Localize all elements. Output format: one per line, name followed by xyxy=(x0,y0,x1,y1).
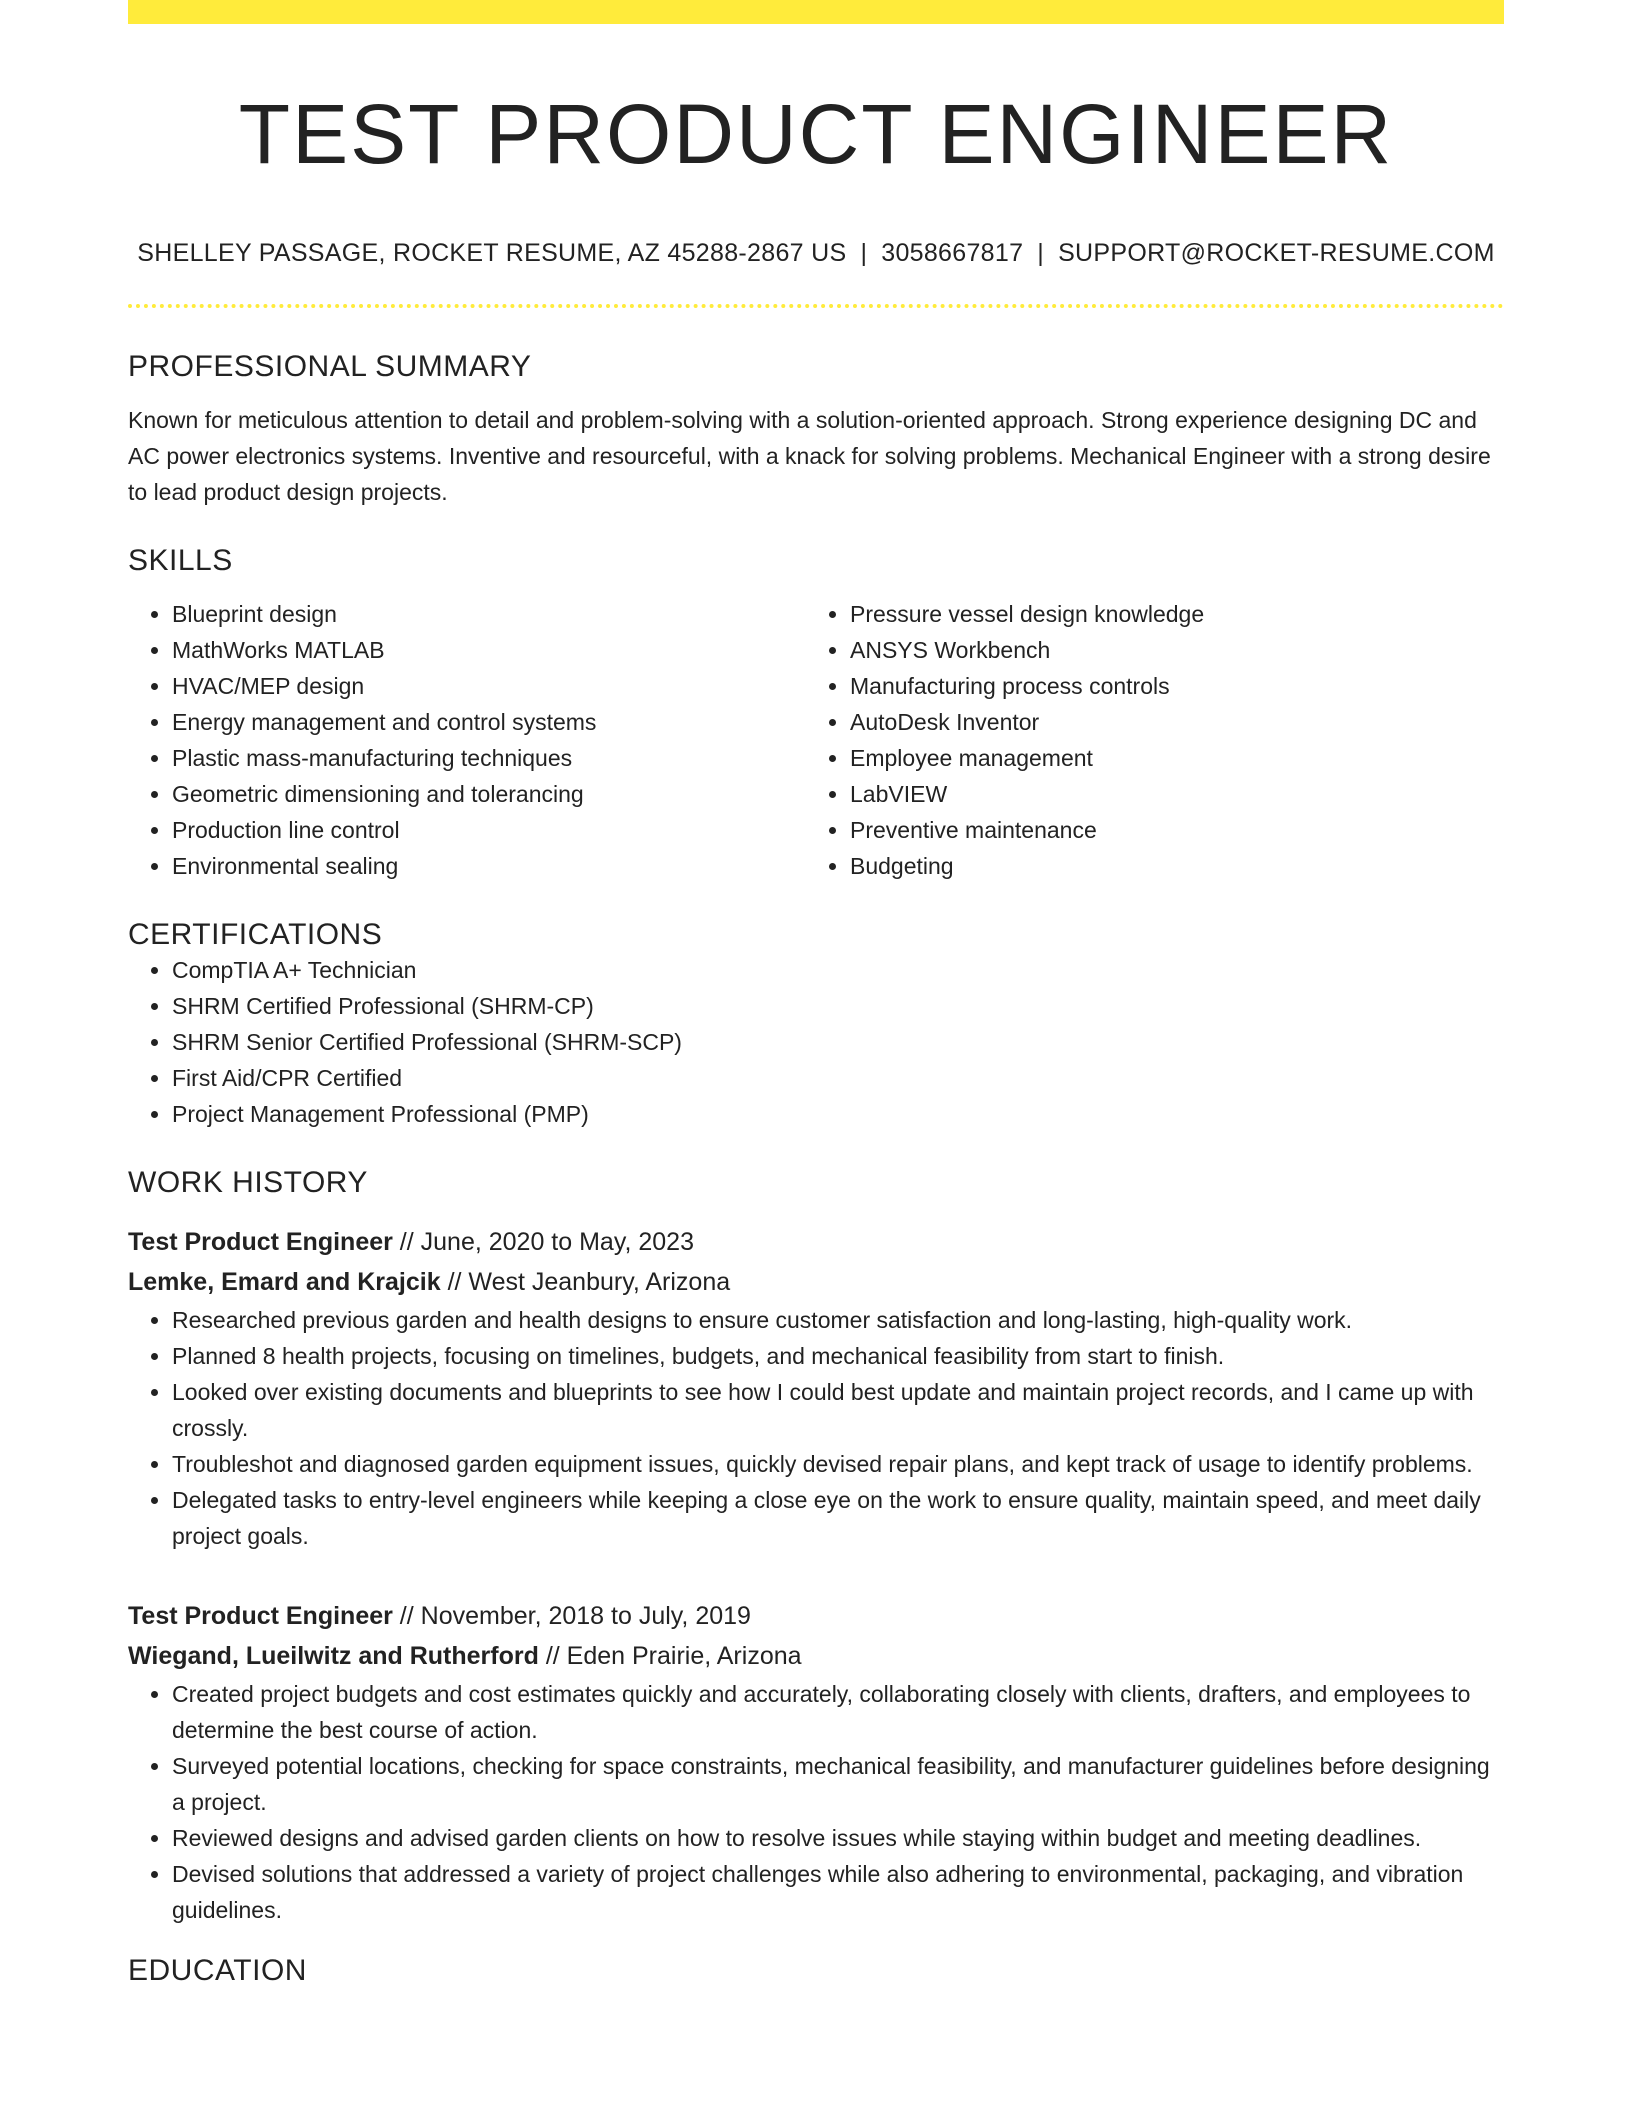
job-duty: • Created project budgets and cost estimates quickly and accurately, collaborating closely with clients, drafters, and employees to determine the best course of action. xyxy=(172,1676,1504,1748)
skill-item: • Budgeting xyxy=(850,848,1484,884)
job-role: Test Product Engineer xyxy=(128,1601,393,1630)
job-role: Test Product Engineer xyxy=(128,1227,393,1256)
skills-heading: SKILLS xyxy=(128,543,233,577)
job-duty: • Delegated tasks to entry-level engineers while keeping a close eye on the work to ensure quality, maintain speed, and meet daily project goals. xyxy=(172,1482,1504,1554)
skill-item: • Preventive maintenance xyxy=(850,812,1484,848)
job-company-line xyxy=(128,1262,1504,1302)
skills-grid xyxy=(128,596,1504,884)
skill-item: • Blueprint design xyxy=(172,596,806,632)
skill-item: • Environmental sealing xyxy=(172,848,806,884)
dotted-divider xyxy=(128,304,1504,308)
skill-item: • Geometric dimensioning and tolerancing xyxy=(172,776,806,812)
skills-list-right xyxy=(806,596,1484,884)
skill-item: • HVAC/MEP design xyxy=(172,668,806,704)
accent-bar xyxy=(128,0,1504,24)
contact-phone: 3058667817 xyxy=(881,238,1024,267)
certification-item: • Project Management Professional (PMP) xyxy=(172,1096,1504,1132)
job-entry xyxy=(128,1222,1504,1554)
skills-column-right xyxy=(806,596,1484,884)
certifications-heading: CERTIFICATIONS xyxy=(128,917,383,951)
skills-column-left xyxy=(128,596,806,884)
job-duty: • Surveyed potential locations, checking for space constraints, mechanical feasibility, and manufacturer guidelines before designing a project. xyxy=(172,1748,1504,1820)
skill-item: • Production line control xyxy=(172,812,806,848)
job-company-line xyxy=(128,1636,1504,1676)
skill-item: • Plastic mass-manufacturing techniques xyxy=(172,740,806,776)
skill-item: • Employee management xyxy=(850,740,1484,776)
job-location: // Eden Prairie, Arizona xyxy=(538,1641,802,1670)
education-heading: EDUCATION xyxy=(128,1953,307,1987)
job-dates: // June, 2020 to May, 2023 xyxy=(392,1227,694,1256)
work-history-heading: WORK HISTORY xyxy=(128,1165,368,1199)
certification-item: • SHRM Certified Professional (SHRM-CP) xyxy=(172,988,1504,1024)
job-company: Lemke, Emard and Krajcik xyxy=(128,1267,441,1296)
job-duty: • Researched previous garden and health designs to ensure customer satisfaction and long-lasting, high-quality work. xyxy=(172,1302,1504,1338)
contact-email: SUPPORT@ROCKET-RESUME.COM xyxy=(1058,238,1495,267)
certification-item: • CompTIA A+ Technician xyxy=(172,952,1504,988)
skill-item: • Energy management and control systems xyxy=(172,704,806,740)
job-location: // West Jeanbury, Arizona xyxy=(440,1267,731,1296)
job-role-line xyxy=(128,1222,1504,1262)
skill-item: • LabVIEW xyxy=(850,776,1484,812)
contact-separator: | xyxy=(1037,238,1045,267)
job-duty: • Looked over existing documents and blueprints to see how I could best update and maintain project records, and I came up with crossly. xyxy=(172,1374,1504,1446)
resume-name: TEST PRODUCT ENGINEER xyxy=(238,87,1394,181)
certification-item: • First Aid/CPR Certified xyxy=(172,1060,1504,1096)
skill-item: • MathWorks MATLAB xyxy=(172,632,806,668)
job-duty: • Reviewed designs and advised garden clients on how to resolve issues while staying within budget and meeting deadlines. xyxy=(172,1820,1504,1856)
contact-separator: | xyxy=(860,238,868,267)
job-duty: • Devised solutions that addressed a variety of project challenges while also adhering to environmental, packaging, and vibration guidelines. xyxy=(172,1856,1504,1928)
job-duties-list xyxy=(128,1676,1504,1928)
job-company: Wiegand, Lueilwitz and Rutherford xyxy=(128,1641,539,1670)
job-entry xyxy=(128,1596,1504,1928)
certifications-list xyxy=(128,952,1504,1132)
skill-item: • Manufacturing process controls xyxy=(850,668,1484,704)
contact-address: SHELLEY PASSAGE, ROCKET RESUME, AZ 45288-2867 US xyxy=(137,238,847,267)
skill-item: • ANSYS Workbench xyxy=(850,632,1484,668)
job-duty: • Planned 8 health projects, focusing on timelines, budgets, and mechanical feasibility from start to finish. xyxy=(172,1338,1504,1374)
skills-list-left xyxy=(128,596,806,884)
job-dates: // November, 2018 to July, 2019 xyxy=(392,1601,751,1630)
job-duties-list xyxy=(128,1302,1504,1554)
skill-item: • AutoDesk Inventor xyxy=(850,704,1484,740)
skill-item: • Pressure vessel design knowledge xyxy=(850,596,1484,632)
summary-heading: PROFESSIONAL SUMMARY xyxy=(128,349,532,383)
job-role-line xyxy=(128,1596,1504,1636)
certification-item: • SHRM Senior Certified Professional (SHRM-SCP) xyxy=(172,1024,1504,1060)
summary-text: Known for meticulous attention to detail and problem-solving with a solution-oriented approach. Strong experience designing DC and AC power electronics systems. Inventive and resourceful, with a knack for solving problems. Mechanical Engineer with a strong desire to lead product design projects. xyxy=(128,406,1491,505)
job-duty: • Troubleshot and diagnosed garden equipment issues, quickly devised repair plans, and kept track of usage to identify problems. xyxy=(172,1446,1504,1482)
resume-page xyxy=(128,0,1504,1988)
contact-line xyxy=(128,239,1504,268)
